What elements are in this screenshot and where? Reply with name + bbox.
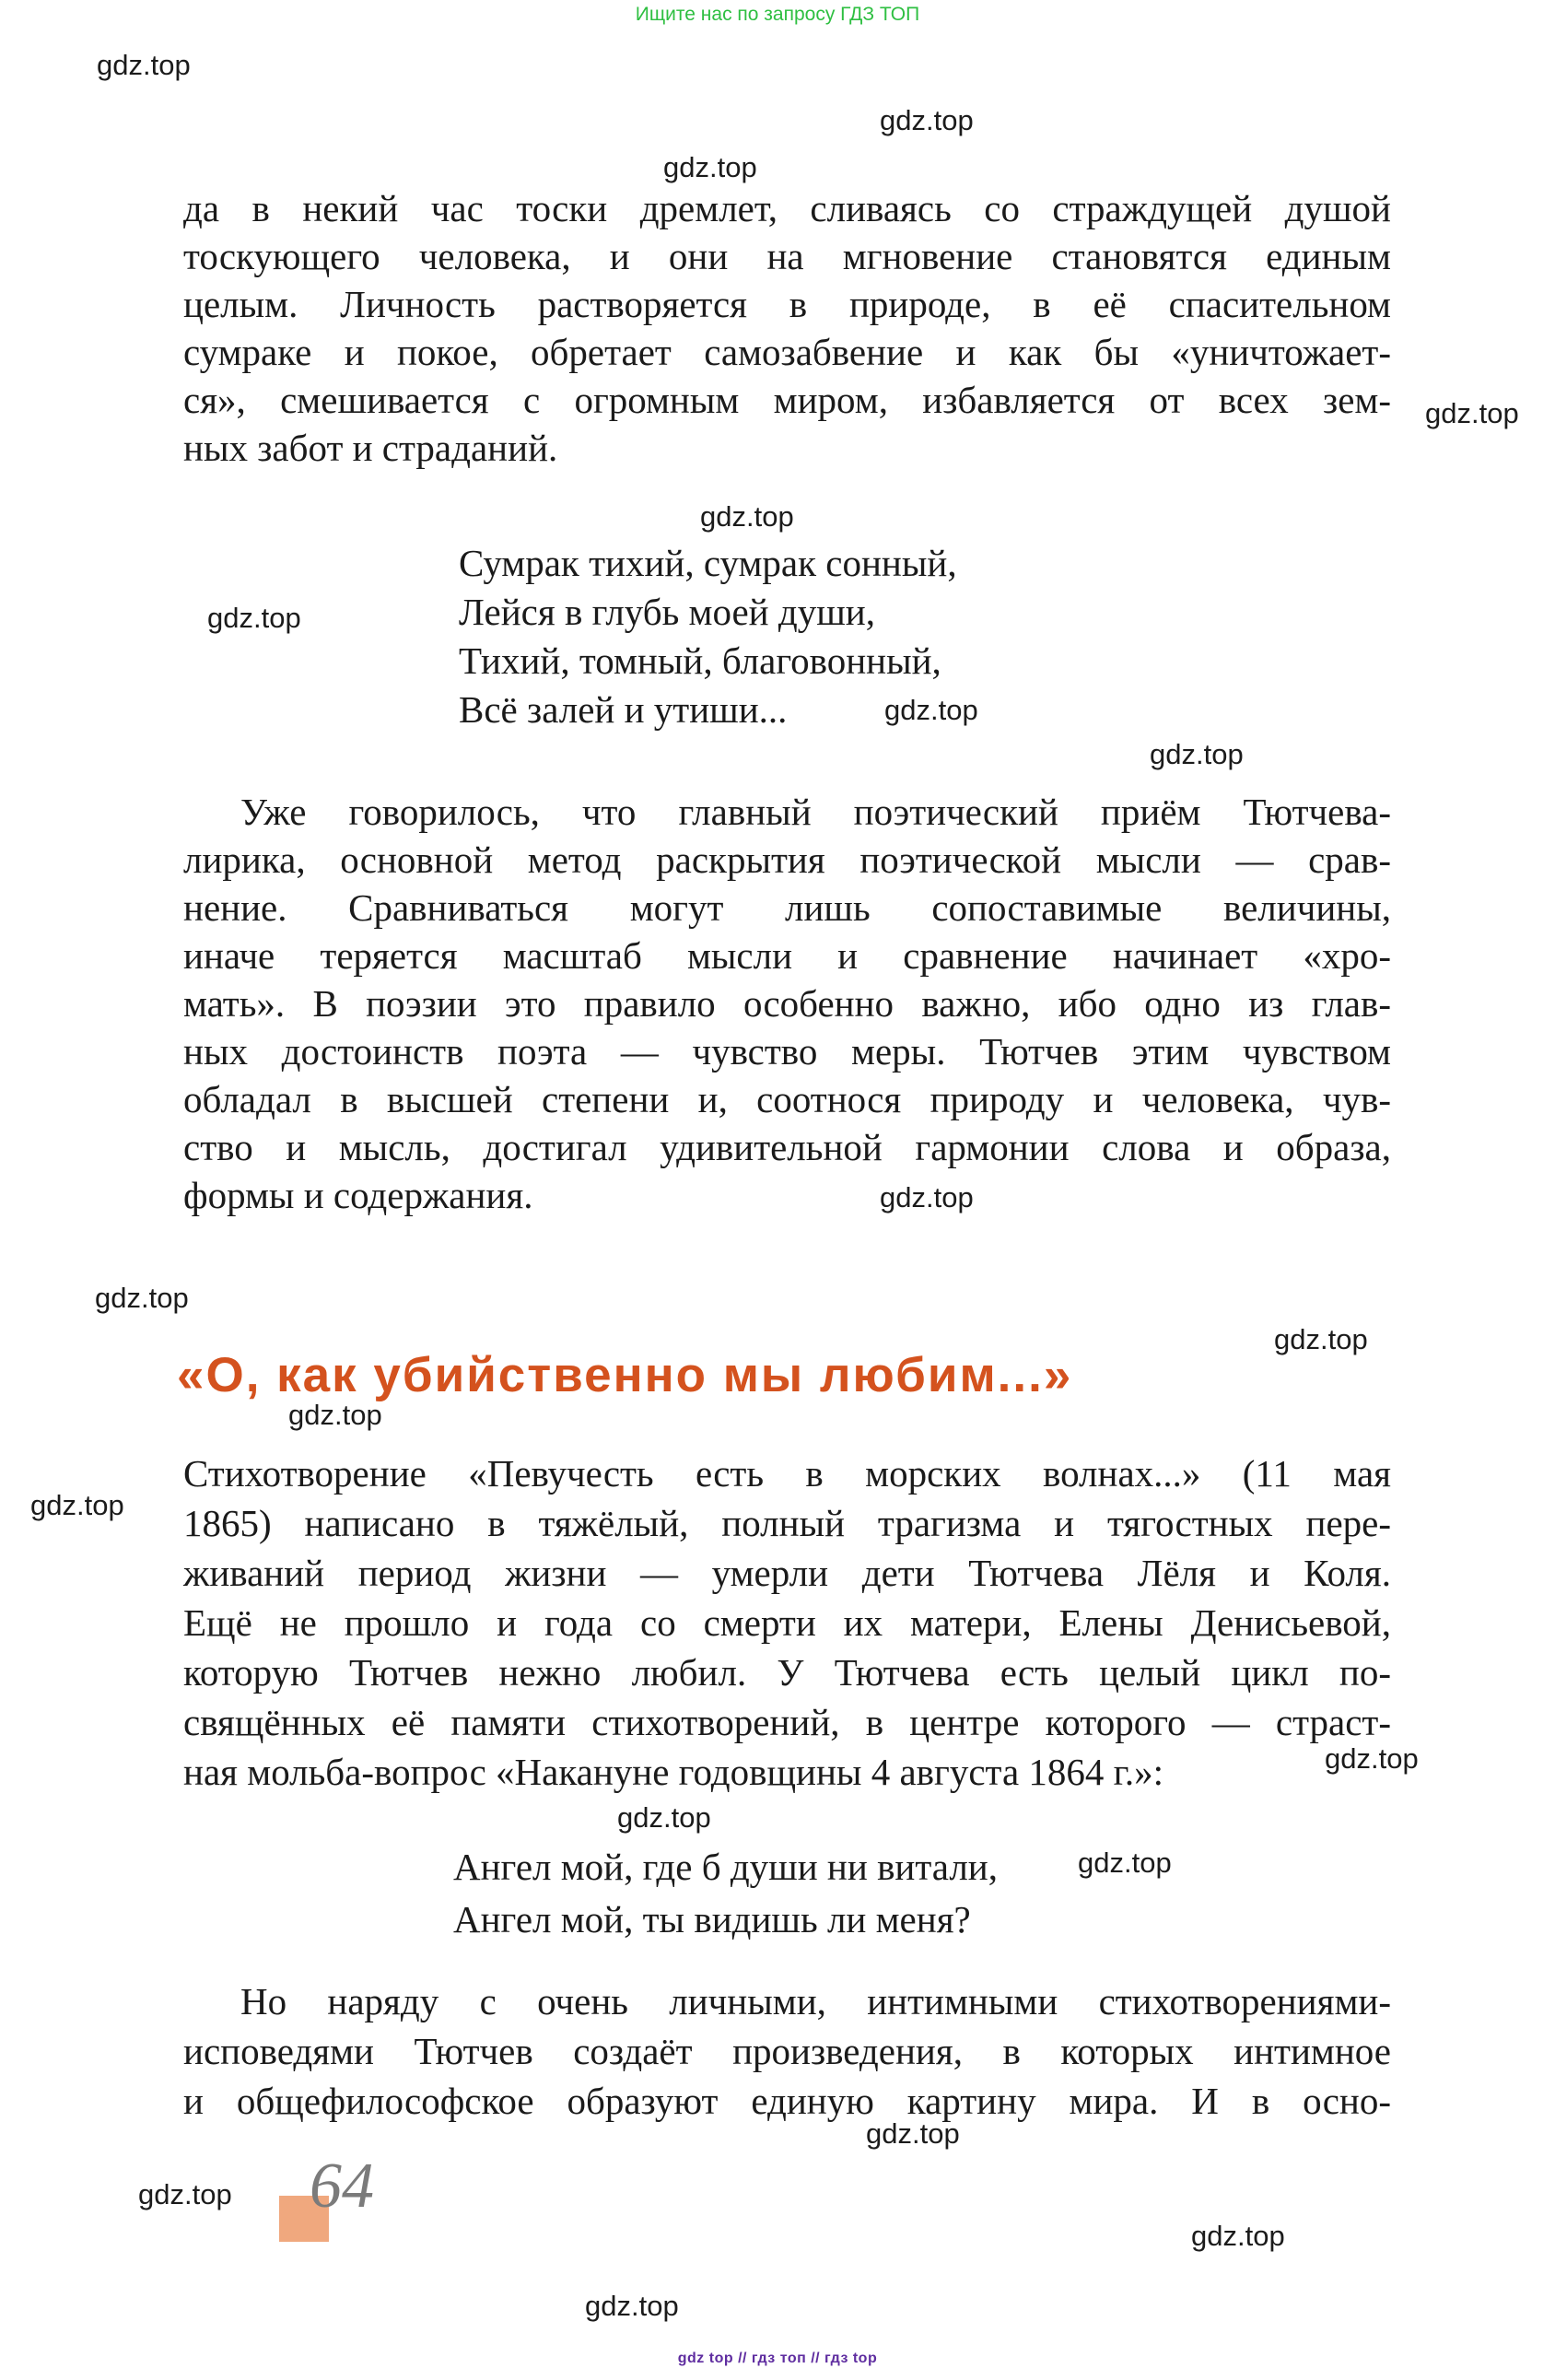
section-heading: «О, как убийственно мы любим...» bbox=[177, 1348, 1073, 1402]
text-line: Сумрак тихий, сумрак сонный, bbox=[459, 542, 957, 584]
text-line: Лейся в глубь моей души, bbox=[459, 591, 876, 633]
text-line: Всё залей и утиши... bbox=[459, 688, 788, 731]
text-line: Стихотворение «Певучесть есть в морских волнах...» (11 мая bbox=[183, 1452, 1391, 1495]
gdz-watermark: gdz.top bbox=[1325, 1742, 1419, 1775]
text-line: ных достоинств поэта — чувство меры. Тютчев этим чувством bbox=[183, 1030, 1391, 1073]
text-line: ство и мысль, достигал удивительной гармонии слова и образа, bbox=[183, 1126, 1391, 1168]
text-line: да в некий час тоски дремлет, сливаясь со страждущей душой bbox=[183, 187, 1391, 229]
top-promo-banner: Ищите нас по запросу ГДЗ ТОП bbox=[635, 4, 920, 25]
gdz-watermark: gdz.top bbox=[884, 694, 978, 726]
text-line: лирика, основной метод раскрытия поэтической мысли — срав- bbox=[183, 838, 1391, 881]
gdz-watermark: gdz.top bbox=[880, 104, 974, 136]
gdz-watermark: gdz.top bbox=[663, 151, 757, 183]
text-line: иначе теряется масштаб мысли и сравнение начинает «хро- bbox=[183, 934, 1391, 977]
gdz-watermark: gdz.top bbox=[700, 500, 794, 533]
text-line: Но наряду с очень личными, интимными стихотворениями- bbox=[240, 1980, 1391, 2022]
paragraph-comparison bbox=[183, 788, 1391, 1219]
gdz-watermark: gdz.top bbox=[30, 1489, 124, 1521]
gdz-watermark: gdz.top bbox=[97, 49, 191, 81]
paragraph-closing bbox=[183, 1976, 1391, 2126]
gdz-watermark: gdz.top bbox=[880, 1181, 974, 1213]
text-line: целым. Личность растворяется в природе, в её спасительном bbox=[183, 283, 1391, 325]
text-line: сумраке и покое, обретает самозабвение и как бы «уничтожает- bbox=[183, 331, 1391, 373]
text-line: ная мольба-вопрос «Накануне годовщины 4 августа 1864 г.»: bbox=[183, 1751, 1163, 1793]
text-line: Уже говорилось, что главный поэтический приём Тютчева- bbox=[240, 791, 1391, 833]
text-line: формы и содержания. bbox=[183, 1174, 533, 1216]
text-line: 1865) написано в тяжёлый, полный трагизма и тягостных пере- bbox=[183, 1502, 1391, 1544]
gdz-watermark: gdz.top bbox=[585, 2290, 679, 2322]
gdz-watermark: gdz.top bbox=[1191, 2220, 1285, 2252]
page-number: 64 bbox=[310, 2151, 374, 2222]
text-line: живаний период жизни — умерли дети Тютчева Лёля и Коля. bbox=[183, 1552, 1391, 1594]
gdz-watermark: gdz.top bbox=[1150, 738, 1244, 770]
gdz-watermark: gdz.top bbox=[1274, 1323, 1368, 1355]
gdz-watermark: gdz.top bbox=[207, 602, 301, 634]
gdz-watermark: gdz.top bbox=[1425, 397, 1519, 429]
text-line: ся», смешивается с огромным миром, избавляется от всех зем- bbox=[183, 379, 1391, 421]
gdz-watermark: gdz.top bbox=[95, 1282, 189, 1314]
gdz-watermark: gdz.top bbox=[1078, 1847, 1172, 1879]
text-line: обладал в высшей степени и, соотнося природу и человека, чув- bbox=[183, 1078, 1391, 1120]
text-line: Тихий, томный, благовонный, bbox=[459, 639, 941, 682]
text-line: Ещё не прошло и года со смерти их матери, Елены Денисьевой, bbox=[183, 1601, 1391, 1644]
text-line: нение. Сравниваться могут лишь сопоставимые величины, bbox=[183, 886, 1391, 929]
text-line: и общефилософское образуют единую картину мира. И в осно- bbox=[183, 2080, 1391, 2122]
text-line: мать». В поэзии это правило особенно важно, ибо одно из глав- bbox=[183, 982, 1391, 1025]
text-line: свящённых её памяти стихотворений, в центре которого — страст- bbox=[183, 1701, 1391, 1743]
poem-quote-sumrak bbox=[459, 539, 957, 734]
gdz-watermark: gdz.top bbox=[138, 2178, 232, 2210]
paragraph-continued bbox=[183, 184, 1391, 472]
gdz-watermark: gdz.top bbox=[617, 1801, 711, 1834]
text-line: исповедями Тютчев создаёт произведения, в которых интимное bbox=[183, 2030, 1391, 2072]
bottom-promo-banner: gdz top // гдз топ // гдз top bbox=[677, 2351, 878, 2366]
paragraph-poem-1865 bbox=[183, 1448, 1391, 1797]
text-line: Ангел мой, ты видишь ли меня? bbox=[453, 1898, 971, 1940]
text-line: которую Тютчев нежно любил. У Тютчева есть целый цикл по- bbox=[183, 1651, 1391, 1694]
text-line: тоскующего человека, и они на мгновение становятся единым bbox=[183, 235, 1391, 277]
gdz-watermark: gdz.top bbox=[288, 1399, 382, 1431]
text-line: Ангел мой, где б души ни витали, bbox=[453, 1846, 998, 1888]
text-line: ных забот и страданий. bbox=[183, 427, 558, 469]
poem-quote-angel bbox=[453, 1841, 998, 1946]
gdz-watermark: gdz.top bbox=[866, 2117, 960, 2150]
